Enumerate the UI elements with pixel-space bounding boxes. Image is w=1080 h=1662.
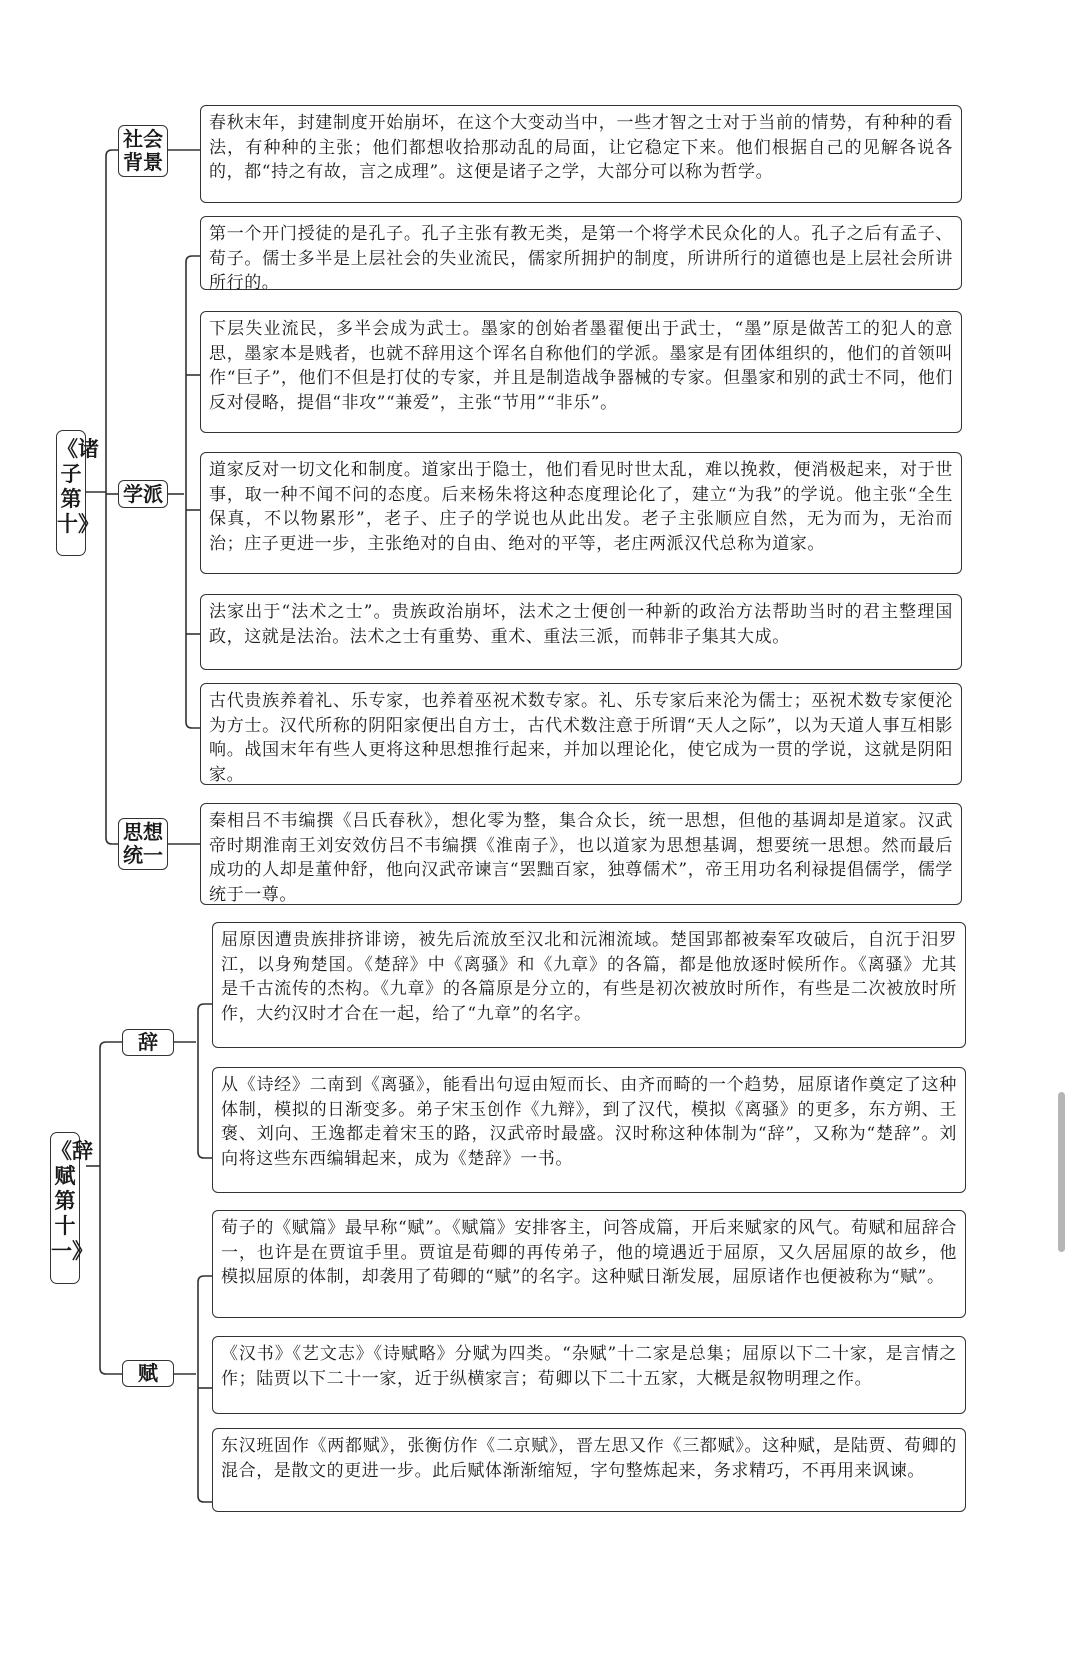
category-ci: 辞 bbox=[122, 1029, 174, 1056]
section-title-cifu: 《辞赋第十一》 bbox=[50, 1132, 80, 1284]
text-box: 东汉班固作《两都赋》，张衡仿作《二京赋》，晋左思又作《三都赋》。这种赋，是陆贾、荀卿的混合，是散文的更进一步。此后赋体渐渐缩短，字句整炼起来，务求精巧，不再用来讽谏。 bbox=[212, 1428, 966, 1512]
section-title-zhuzi: 《诸子第十》 bbox=[56, 430, 86, 556]
scrollbar-thumb[interactable] bbox=[1058, 1092, 1065, 1252]
text-box: 下层失业流民，多半会成为武士。墨家的创始者墨翟便出于武士，“墨”原是做苦工的犯人的意思，墨家本是贱者，也就不辞用这个诨名自称他们的学派。墨家是有团体组织的，他们的首领叫作“巨子”，他们不但是打仗的专家，并且是制造战争器械的专家。但墨家和别的武士不同，他们反对侵略，提倡“非攻”“兼爱”，主张“节用”“非乐”。 bbox=[200, 311, 962, 433]
text-box: 从《诗经》二南到《离骚》，能看出句逗由短而长、由齐而畸的一个趋势，屈原诸作奠定了这种体制，模拟的日渐变多。弟子宋玉创作《九辩》，到了汉代，模拟《离骚》的更多，东方朔、王褒、刘向、王逸都走着宋玉的路，汉武帝时最盛。汉时称这种体制为“辞”，又称为“楚辞”。刘向将这些东西编辑起来，成为《楚辞》一书。 bbox=[212, 1067, 966, 1193]
connector-trunk-2 bbox=[100, 1042, 122, 1374]
connector-bracket-fu bbox=[198, 1276, 212, 1502]
connector-bracket-xuepai bbox=[186, 256, 200, 728]
text-box: 古代贵族养着礼、乐专家，也养着巫祝术数专家。礼、乐专家后来沦为儒士；巫祝术数专家便沦为方士。汉代所称的阴阳家便出自方士，古代术数注意于所谓“天人之际”，以为天道人事互相影响。战国末年有些人更将这种思想推行起来，并加以理论化，使它成为一贯的学说，这就是阴阳家。 bbox=[200, 683, 962, 785]
text-box: 春秋末年，封建制度开始崩坏，在这个大变动当中，一些才智之士对于当前的情势，有种种的看法，有种种的主张；他们都想收拾那动乱的局面，让它稳定下来。他们根据自己的见解各说各的，都“持之有故，言之成理”。这便是诸子之学，大部分可以称为哲学。 bbox=[200, 105, 962, 203]
text-box: 屈原因遭贵族排挤诽谤，被先后流放至汉北和沅湘流域。楚国郢都被秦军攻破后，自沉于汨罗江，以身殉楚国。《楚辞》中《离骚》和《九章》的各篇，都是他放逐时候所作。《离骚》尤其是千古流传的杰构。《九章》的各篇原是分立的，有些是初次被放时所作，有些是二次被放时所作，大约汉时才合在一起，给了“九章”的名字。 bbox=[212, 922, 966, 1048]
text-box: 荀子的《赋篇》最早称“赋”。《赋篇》安排客主，问答成篇，开后来赋家的风气。荀赋和屈辞合一，也许是在贾谊手里。贾谊是荀卿的再传弟子，他的境遇近于屈原，又久居屈原的故乡，他模拟屈原的体制，却袭用了荀卿的“赋”的名字。这种赋日渐发展，屈原诸作也便被称为“赋”。 bbox=[212, 1210, 966, 1318]
category-shehui-beijing: 社会背景 bbox=[118, 125, 168, 177]
connector-bracket-ci bbox=[198, 1004, 212, 1158]
text-box: 秦相吕不韦编撰《吕氏春秋》，想化零为整，集合众长，统一思想，但他的基调却是道家。汉武帝时期淮南王刘安效仿吕不韦编撰《淮南子》，也以道家为思想基调，想要统一思想。然而最后成功的人却是董仲舒，他向汉武帝谏言“罢黜百家，独尊儒术”，帝王用功名利禄提倡儒学，儒学统于一尊。 bbox=[200, 803, 962, 905]
text-box: 道家反对一切文化和制度。道家出于隐士，他们看见时世太乱，难以挽救，便消极起来，对于世事，取一种不闻不问的态度。后来杨朱将这种态度理论化了，建立“为我”的学说。他主张“全生保真，不以物累形”，老子、庄子的学说也从此出发。老子主张顺应自然，无为而为，无治而治；庄子更进一步，主张绝对的自由、绝对的平等，老庄两派汉代总称为道家。 bbox=[200, 452, 962, 574]
connector-trunk-1 bbox=[106, 150, 118, 844]
category-sixiang-tongyi: 思想统一 bbox=[118, 818, 168, 870]
category-fu: 赋 bbox=[122, 1360, 174, 1387]
text-box: 第一个开门授徒的是孔子。孔子主张有教无类，是第一个将学术民众化的人。孔子之后有孟子、荀子。儒士多半是上层社会的失业流民，儒家所拥护的制度，所讲所行的道德也是上层社会所讲所行的。 bbox=[200, 216, 962, 290]
category-xuepai: 学派 bbox=[118, 480, 168, 508]
text-box: 《汉书》《艺文志》《诗赋略》分赋为四类。“杂赋”十二家是总集；屈原以下二十家，是言情之作；陆贾以下二十一家，近于纵横家言；荀卿以下二十五家，大概是叙物明理之作。 bbox=[212, 1336, 966, 1414]
text-box: 法家出于“法术之士”。贵族政治崩坏，法术之士便创一种新的政治方法帮助当时的君主整理国政，这就是法治。法术之士有重势、重术、重法三派，而韩非子集其大成。 bbox=[200, 594, 962, 670]
